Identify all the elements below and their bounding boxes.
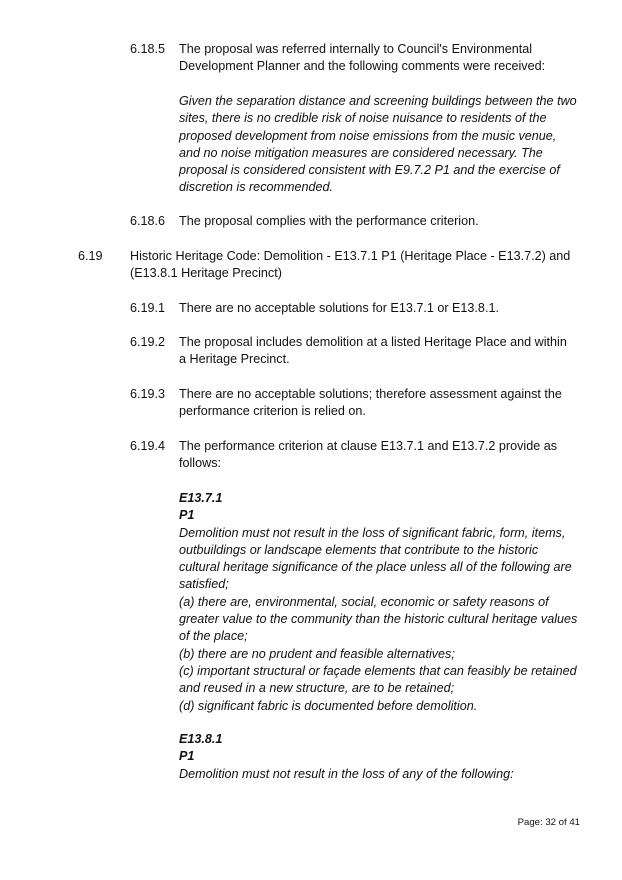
clause-text: There are no acceptable solutions for E13.7.1 or E13.8.1. bbox=[179, 301, 499, 315]
section-heading: Historic Heritage Code: Demolition - E13.7.1 P1 (Heritage Place - E13.7.2) and (E13.8.1 Heritage Precinct) bbox=[130, 249, 571, 281]
clause-number: 6.18.6 bbox=[130, 214, 166, 228]
clause-text: There are no acceptable solutions; therefore assessment against the performance criterion is relied on. bbox=[179, 387, 562, 419]
criterion-item: (c) important structural or façade elements that can feasibly be retained and reused in a new structure, are to be retained; bbox=[179, 663, 577, 696]
clause-6-18-6 bbox=[130, 213, 575, 230]
criterion-subheading: P1 bbox=[179, 749, 195, 764]
clause-6-19-1 bbox=[130, 300, 575, 317]
clause-text: The proposal complies with the performance criterion. bbox=[179, 214, 479, 228]
clause-6-19-2 bbox=[130, 334, 575, 369]
e13-8-1-criterion bbox=[179, 731, 579, 783]
section-6-19 bbox=[78, 248, 575, 283]
clause-6-19-4 bbox=[130, 438, 575, 473]
clause-text: The proposal includes demolition at a listed Heritage Place and within a Heritage Precinct. bbox=[179, 335, 567, 367]
planner-comment-quote bbox=[179, 93, 579, 197]
criterion-item: (b) there are no prudent and feasible alternatives; bbox=[179, 646, 455, 661]
clause-6-19-3 bbox=[130, 386, 575, 421]
clause-number: 6.19.3 bbox=[130, 387, 166, 401]
page-number: Page: 32 of 41 bbox=[517, 817, 580, 828]
clause-number: 6.19.4 bbox=[130, 439, 166, 453]
criterion-heading: E13.8.1 bbox=[179, 732, 223, 746]
criterion-heading: E13.7.1 bbox=[179, 491, 223, 505]
clause-number: 6.19.2 bbox=[130, 335, 166, 349]
e13-7-1-criterion bbox=[179, 490, 579, 715]
criterion-item: (a) there are, environmental, social, economic or safety reasons of greater value to the community than the historic cultural heritage values of the place; bbox=[179, 594, 578, 644]
section-number: 6.19 bbox=[78, 249, 103, 263]
clause-text: The performance criterion at clause E13.7.1 and E13.7.2 provide as follows: bbox=[179, 439, 558, 471]
quote-text: Given the separation distance and screening buildings between the two sites, there is no credible risk of noise nuisance to residents of the proposed development from noise emissions from the music venue, and no noise mitigation measures are considered necessary. The proposal is considered consistent with E9.7.2 P1 and the exercise of discretion is recommended. bbox=[179, 94, 577, 195]
criterion-intro: Demolition must not result in the loss of significant fabric, form, items, outbuildings or landscape elements that contribute to the historic cultural heritage significance of the place unless all of the following are satisfied; bbox=[179, 525, 572, 592]
clause-6-18-5 bbox=[130, 41, 575, 76]
criterion-item: (d) significant fabric is documented before demolition. bbox=[179, 698, 478, 713]
clause-text: The proposal was referred internally to Council's Environmental Development Planner and the following comments were received: bbox=[179, 42, 546, 74]
clause-number: 6.18.5 bbox=[130, 42, 166, 56]
criterion-subheading: P1 bbox=[179, 508, 195, 523]
clause-number: 6.19.1 bbox=[130, 301, 166, 315]
criterion-intro: Demolition must not result in the loss of any of the following: bbox=[179, 766, 514, 781]
